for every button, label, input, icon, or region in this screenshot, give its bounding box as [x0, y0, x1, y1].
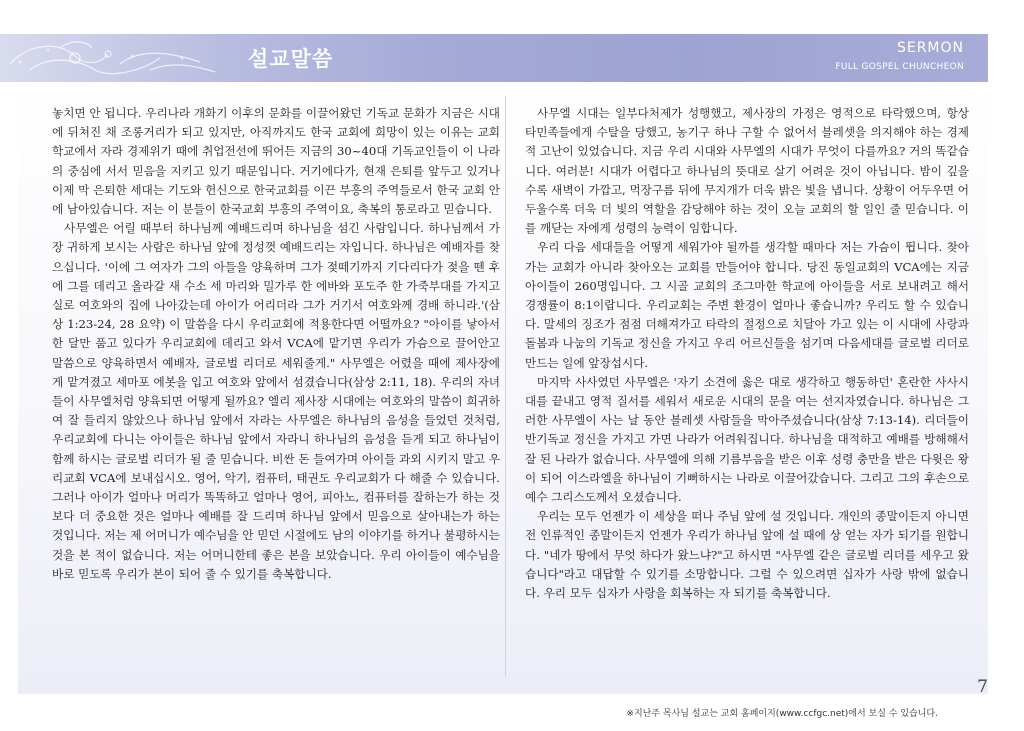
paragraph: 사무엘 시대는 일부다처제가 성행했고, 제사장의 가정은 영적으로 타락했으며, 항상 타민족들에게 수탈을 당했고, 농기구 하나 구할 수 없어서 블레셋을 의지해야 하는 경제적 고난이 있었습니다. 지금 우리 시대와 사무엘의 시대가 무엇이 다를까요? 거의 똑같습니다. 여러분! 시대가 어렵다고 하나님의 뜻대로 살기 어려운 것이 아닙니다. 밤이 깊을수록 새벽이 가깝고, 먹장구름 뒤에 무지개가 더욱 밝은 빛을 냅니다. 상황이 어두우면 어두울수록 더욱 더 빛의 역할을 감당해야 하는 것이 오늘 교회의 할 일인 줄 믿습니다. 이를 깨닫는 자에게 성령의 능력이 임합니다. — [525, 106, 969, 236]
paragraph: 우리 다음 세대들을 어떻게 세워가야 될까를 생각할 때마다 저는 가슴이 뜁니다. 찾아가는 교회가 아니라 찾아오는 교회를 만들어야 합니다. 당진 동일교회의 VCA에는 지금 아이들이 260명입니다. 그 시골 교회의 조그마한 학교에 아이들을 서로 보내려고 해서 경쟁률이 8:1이랍니다. 우리교회는 주변 환경이 얼마나 좋습니까? 우리도 할 수 있습니다. 말세의 징조가 점점 더해져가고 타락의 절정으로 치달아 가고 있는 이 시대에 사랑과 돌봄과 나눔의 기독교 정신을 가지고 우리 어르신들을 섬기며 다음세대를 글로벌 리더로 만드는 일에 앞장섭시다. — [525, 240, 969, 370]
page-number: 7 — [977, 677, 988, 697]
right-column — [525, 104, 969, 603]
column-divider — [505, 96, 506, 676]
footer-note: ※지난주 목사님 설교는 교회 홈페이지(www.ccfgc.net)에서 보실 수 있습니다. — [626, 709, 938, 719]
flourish-ornament-icon — [0, 34, 230, 82]
section-label: SERMON — [896, 40, 964, 56]
left-column — [52, 104, 500, 584]
header-band — [0, 34, 988, 82]
page-title: 설교말씀 — [248, 47, 334, 71]
church-name: FULL GOSPEL CHUNCHEON — [835, 62, 964, 72]
paragraph: 놓치면 안 됩니다. 우리나라 개화기 이후의 문화를 이끌어왔던 기독교 문화가 지금은 시대에 뒤쳐진 채 조롱거리가 되고 있지만, 아직까지도 한국 교회에 희망이 있는 이유는 교회학교에서 자라 경제위기 때에 취업전선에 뛰어든 지금의 30~40대 기독교인들이 이 나라의 중심에 서서 믿음을 지키고 있기 때문입니다. 거기에다가, 현재 은퇴를 앞두고 있거나 이제 막 은퇴한 세대는 기도와 헌신으로 한국교회를 이끈 부흥의 주역들로서 한국 교회 안에 남아있습니다. 저는 이 분들이 한국교회 부흥의 주역이요, 축복의 통로라고 믿습니다. — [52, 106, 500, 217]
paragraph: 우리는 모두 언젠가 이 세상을 떠나 주님 앞에 설 것입니다. 개인의 종말이든지 아니면 전 인류적인 종말이든지 언젠가 우리가 하나님 앞에 설 때에 상 얻는 자가 되기를 원합니다. "네가 땅에서 무엇 하다가 왔느냐?"고 하시면 "사무엘 같은 글로벌 리더를 세우고 왔습니다"라고 대답할 수 있기를 소망합니다. 그럴 수 있으려면 십자가 사랑 밖에 없습니다. 우리 모두 십자가 사랑을 회복하는 자 되기를 축복합니다. — [525, 509, 969, 601]
paragraph: 마지막 사사였던 사무엘은 '자기 소견에 옳은 대로 생각하고 행동하던' 혼란한 사사시대를 끝내고 영적 질서를 세워서 새로운 시대의 문을 여는 선지자였습니다. 하나님은 그러한 사무엘이 사는 날 동안 블레셋 사람들을 막아주셨습니다(삼상 7:13-14). 리더들이 반기독교 정신을 가지고 가면 나라가 어려워집니다. 하나님을 대적하고 예배를 방해해서 잘 된 나라가 없습니다. 사무엘에 의해 기름부음을 받은 이후 성령 충만을 받은 다윗은 왕이 되어 이스라엘을 하나님이 기뻐하시는 나라로 이끌어갔습니다. 그리고 그의 후손으로 예수 그리스도께서 오셨습니다. — [525, 374, 969, 505]
paragraph: 사무엘은 어릴 때부터 하나님께 예배드리며 하나님을 섬긴 사람입니다. 하나님께서 가장 귀하게 보시는 사람은 하나님 앞에 정성껏 예배드리는 자입니다. 하나님은 예배자를 찾으십니다. '이에 그 여자가 그의 아들을 양육하며 그가 젖떼기까지 기다리다가 젖을 뗀 후에 그를 데리고 올라갈 새 수소 세 마리와 밀가루 한 에바와 포도주 한 가죽부대를 가지고 실로 여호와의 집에 나아갔는데 아이가 어리더라 그가 거기서 여호와께 경배 하니라.'(삼상 1:23-24, 28 요약) 이 말씀을 다시 우리교회에 적용한다면 어떨까요? "아이를 낳아서 한 달만 품고 있다가 우리교회에 데리고 와서 VCA에 맡기면 우리가 가슴으로 끌어안고 말씀으로 양육하면서 예배자, 글로벌 리더로 세워줄게." 사무엘은 어렸을 때에 제사장에게 맡겨졌고 세마포 에봇을 입고 여호와 앞에서 섬겼습니다(삼상 2:11, 18). 우리의 자녀들이 사무엘처럼 양육되면 어떻게 될까요? 엘리 제사장 시대에는 여호와의 말씀이 희귀하여 잘 들리지 않았으나 하나님 앞에서 자라는 사무엘은 하나님의 음성을 들었던 것처럼, 우리교회에 다니는 아이들은 하나님 앞에서 자라니 하나님의 음성을 듣게 되고 하나님이 함께 하시는 글로벌 리더가 될 줄 믿습니다. 비싼 돈 들여가며 아이들 과외 시키지 말고 우리교회 VCA에 보내십시오. 영어, 악기, 컴퓨터, 태권도 우리교회가 다 해줄 수 있습니다. 그러나 아이가 얼마나 머리가 똑똑하고 얼마나 영어, 피아노, 컴퓨터를 잘하는가 하는 것보다 더 중요한 것은 얼마나 예배를 잘 드리며 하나님 앞에서 믿음으로 살아내는가 하는 것입니다. 저는 제 어머니가 예수님을 안 믿던 시절에도 남의 이야기를 하거나 불평하시는 것을 본 적이 없습니다. 저는 어머니한테 좋은 본을 보았습니다. 우리 아이들이 예수님을 바로 믿도록 우리가 본이 되어 줄 수 있기를 축복합니다. — [52, 221, 500, 581]
